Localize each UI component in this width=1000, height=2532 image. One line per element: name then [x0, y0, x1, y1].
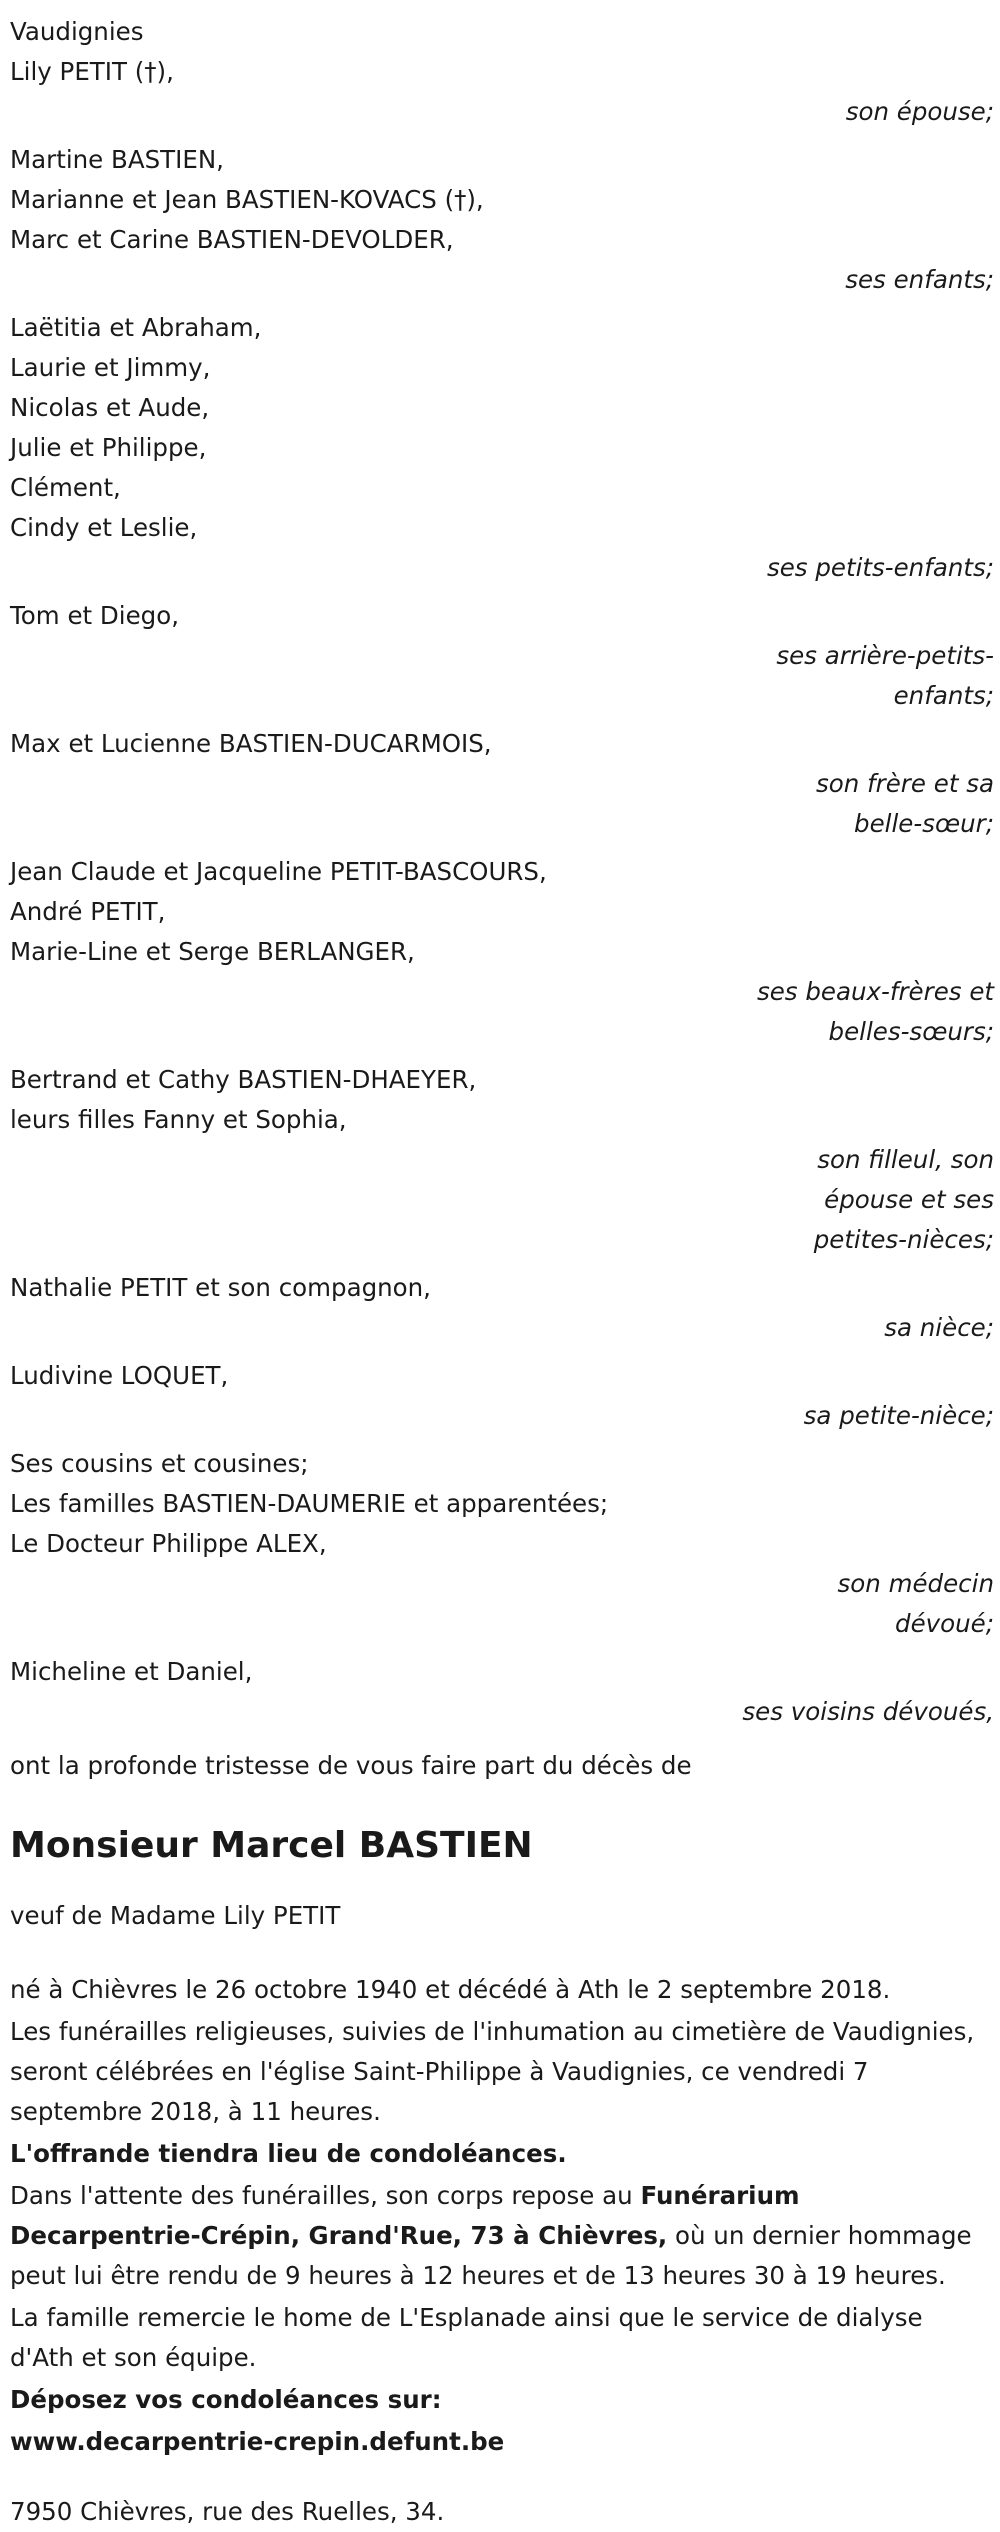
relation-label — [10, 972, 994, 1052]
relation-line: ses arrière-petits- — [776, 641, 994, 670]
relation-line: sa petite-nièce; — [803, 1401, 994, 1430]
family-group — [10, 852, 994, 1060]
family-name: Marianne et Jean BASTIEN-KOVACS (†), — [10, 185, 484, 214]
group-spacer — [10, 1348, 994, 1356]
family-name: Marc et Carine BASTIEN-DEVOLDER, — [10, 225, 454, 254]
relation-line: ses petits-enfants; — [766, 553, 994, 582]
group-spacer — [10, 1052, 994, 1060]
family-name: Le Docteur Philippe ALEX, — [10, 1529, 327, 1558]
relation-line: son frère et sa — [815, 769, 994, 798]
relation-label — [10, 1140, 994, 1260]
family-name: Nathalie PETIT et son compagnon, — [10, 1273, 431, 1302]
relation-line: belle-sœur; — [854, 809, 994, 838]
wake-place: Funérarium Decarpentrie-Crépin, Grand'Rue, 73 à Chièvres, — [10, 2181, 800, 2250]
relation-label — [10, 260, 994, 300]
offering-text: L'offrande tiendra lieu de condoléances. — [10, 2139, 567, 2168]
family-name: Julie et Philippe, — [10, 433, 207, 462]
relation-line: ses voisins dévoués, — [742, 1697, 994, 1726]
family-group — [10, 596, 994, 724]
group-spacer — [10, 1436, 994, 1444]
relation-line: belles-sœurs; — [828, 1017, 994, 1046]
family-group — [10, 1444, 994, 1652]
family-name: Les familles BASTIEN-DAUMERIE et apparentées; — [10, 1489, 609, 1518]
family-group — [10, 308, 994, 596]
family-group — [10, 724, 994, 852]
relation-label — [10, 548, 994, 588]
family-group — [10, 52, 994, 140]
condolences-link[interactable]: www.decarpentrie-crepin.defunt.be — [10, 2427, 505, 2456]
group-spacer — [10, 1260, 994, 1268]
relation-line: dévoué; — [895, 1609, 994, 1638]
relation-line: petites-nièces; — [813, 1225, 994, 1254]
relation-line: épouse et ses — [824, 1185, 994, 1214]
family-name: Tom et Diego, — [10, 601, 179, 630]
family-name: Cindy et Leslie, — [10, 513, 198, 542]
obituary-notice — [10, 12, 994, 2532]
relation-line: son filleul, son — [817, 1145, 994, 1174]
family-name: Martine BASTIEN, — [10, 145, 224, 174]
relation-line: ses beaux-frères et — [756, 977, 994, 1006]
relation-label — [10, 1564, 994, 1644]
funeral-text: Les funérailles religieuses, suivies de l'inhumation au cimetière de Vaudignies, seront célébrées en l'église Saint-Philippe à Vaudignies, ce vendredi 7 septembre 2018, à 11 heures. — [10, 2017, 975, 2126]
family-name: Ludivine LOQUET, — [10, 1361, 229, 1390]
family-name: Bertrand et Cathy BASTIEN-DHAEYER, — [10, 1065, 477, 1094]
group-spacer — [10, 844, 994, 852]
thanks-text: La famille remercie le home de L'Esplanade ainsi que le service de dialyse d'Ath et son équipe. — [10, 2303, 923, 2372]
family-name: Laurie et Jimmy, — [10, 353, 211, 382]
wake-outro: où un dernier hommage peut lui être rendu de 9 heures à 12 heures et de 13 heures 30 à 19 heures. — [10, 2221, 972, 2290]
relation-line: son médecin — [837, 1569, 994, 1598]
birth-death-text: né à Chièvres le 26 octobre 1940 et décédé à Ath le 2 septembre 2018. — [10, 1975, 891, 2004]
group-spacer — [10, 300, 994, 308]
relation-line: sa nièce; — [884, 1313, 994, 1342]
family-list — [10, 52, 994, 1740]
deceased-name: Monsieur Marcel BASTIEN — [10, 1825, 533, 1866]
condolences-label: Déposez vos condoléances sur: — [10, 2385, 442, 2414]
group-spacer — [10, 132, 994, 140]
relation-label — [10, 764, 994, 844]
address-text: 7950 Chièvres, rue des Ruelles, 34. — [10, 2497, 445, 2526]
relation-label — [10, 1692, 994, 1732]
group-spacer — [10, 1644, 994, 1652]
family-name: Clément, — [10, 473, 121, 502]
family-name: Jean Claude et Jacqueline PETIT-BASCOURS, — [10, 857, 547, 886]
group-spacer — [10, 716, 994, 724]
relation-label — [10, 636, 994, 716]
family-name: Laëtitia et Abraham, — [10, 313, 262, 342]
relation-label — [10, 92, 994, 132]
family-name: Marie-Line et Serge BERLANGER, — [10, 937, 415, 966]
relation-line: son épouse; — [845, 97, 994, 126]
family-group — [10, 1652, 994, 1740]
group-spacer — [10, 588, 994, 596]
family-name: André PETIT, — [10, 897, 166, 926]
relation-line: ses enfants; — [845, 265, 994, 294]
family-name: leurs filles Fanny et Sophia, — [10, 1105, 347, 1134]
family-name: Micheline et Daniel, — [10, 1657, 253, 1686]
family-group — [10, 1060, 994, 1268]
wake-text — [10, 2176, 994, 2296]
relation-label — [10, 1396, 994, 1436]
family-name: Ses cousins et cousines; — [10, 1449, 309, 1478]
family-group — [10, 1356, 994, 1444]
family-group — [10, 1268, 994, 1356]
wake-intro: Dans l'attente des funérailles, son corps repose au — [10, 2181, 641, 2210]
village-name: Vaudignies — [10, 17, 144, 46]
relation-label — [10, 1308, 994, 1348]
group-spacer — [10, 1732, 994, 1740]
family-name: Max et Lucienne BASTIEN-DUCARMOIS, — [10, 729, 492, 758]
widow-line: veuf de Madame Lily PETIT — [10, 1901, 341, 1930]
family-name: Nicolas et Aude, — [10, 393, 210, 422]
family-name: Lily PETIT (†), — [10, 57, 174, 86]
family-group — [10, 140, 994, 308]
announcement-text: ont la profonde tristesse de vous faire part du décès de — [10, 1751, 692, 1780]
relation-line: enfants; — [893, 681, 994, 710]
